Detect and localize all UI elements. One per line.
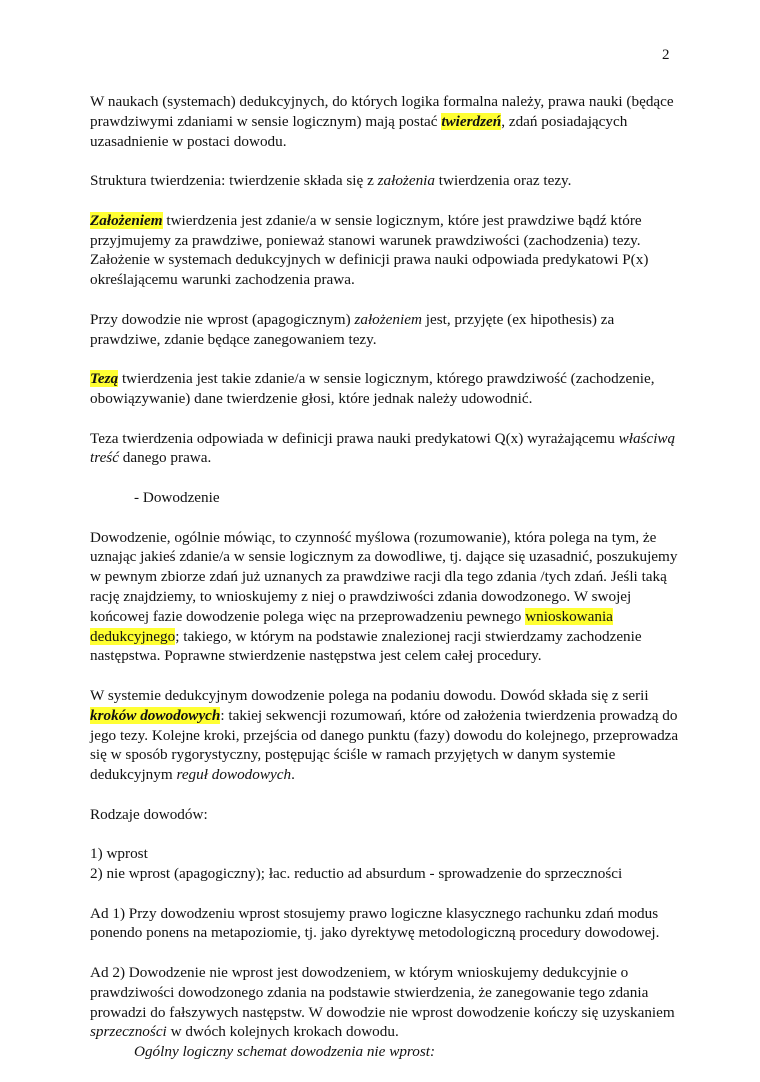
text: w dwóch kolejnych krokach dowodu. [166,1023,399,1041]
text: , zdań posiadających uzasadnienie w postaci dowodu. [90,112,628,150]
page-number: 2 [662,47,670,63]
paragraph-deductive-sciences [90,92,680,151]
text: twierdzenia oraz tezy. [435,172,572,190]
paragraph-thesis-predicate [90,429,680,469]
text: W systemie dedukcyjnym dowodzenie polega na podaniu dowodu. Dowód składa się z serii [90,686,649,704]
text: : takiej sekwencji rozumowań, które od założenia twierdzenia prowadzą do jego tezy. Kolejne kroki, przejścia od danego punktu (fazy) dowodu do kolejnego, przeprowadza się w sposób rygorystyczny, postępując ściśle w ramach przyjętych w danym systemie dedukcyjnym [90,706,679,784]
document-body [90,92,680,1082]
highlight-wnioskowania: wnioskowania dedukcyjnego [90,607,613,645]
text: . [291,766,295,784]
list-item: 2) nie wprost (apagogiczny); łac. reductio ad absurdum - sprowadzenie do sprzeczności [90,865,623,883]
highlight-twierdzen: twierdzeń [441,112,502,130]
paragraph-ad1: Ad 1) Przy dowodzeniu wprost stosujemy prawo logiczne klasycznego rachunku zdań modus ponendo ponens na metapoziomie, tj. jako dyrektywę metodologiczną procedury dowodowej. [90,904,660,942]
list-item: 1) wprost [90,845,148,863]
italic-term: reguł dowodowych [176,766,292,784]
paragraph-deductive-system [90,686,680,785]
paragraph-proving [90,528,680,667]
italic-term: założeniem [354,310,422,328]
italic-term: właściwą treść [90,429,676,467]
text: Ad 2) Dowodzenie nie wprost jest dowodzeniem, w którym wnioskujemy dedukcyjnie o prawdziwości dowodzonego zdania na podstawie stwierdzenia, że zanegowanie tego zdania prowadzi do fałszywych następstw. W dowodzie nie wprost dowodzenie kończy się uzyskaniem [90,964,675,1021]
paragraph-ad2 [90,963,680,1042]
text: Struktura twierdzenia: twierdzenie składa się z [90,172,378,190]
paragraph-proof-types: Rodzaje dowodów: [90,805,208,823]
paragraph-indirect-assumption [90,310,680,350]
highlight-zalozeniem: Założeniem [90,211,163,229]
text: Dowodzenie, ogólnie mówiąc, to czynność myślowa (rozumowanie), która polega na tym, że uznając jakieś zdanie/a w sensie logicznym za dowodliwe, tj. dające się uzasadnić, poszukujemy w pewnym zbiorze zdań już uznanych za prawdziwe racji dla tego zdania /tych zdań. Jeśli taką rację znajdziemy, to wnioskujemy z niej o prawdziwości zdania dowodzonego. W swojej końcowej fazie dowodzenie polega więc na przeprowadzeniu pewnego [90,528,678,625]
text: twierdzenia jest takie zdanie/a w sensie logicznym, którego prawdziwość (zachodzenie, obowiązywanie) dane twierdzenie głosi, które jednak należy udowodnić. [90,370,655,407]
text: twierdzenia jest zdanie/a w sensie logicznym, które jest prawdziwe bądź które przyjmujemy za prawdziwe, ponieważ stanowi warunek prawdziwości (zachodzenia) tezy. Założenie w systemach dedukcyjnych w definicji prawa nauki odpowiada predykatowi P(x) określającemu warunki zachodzenia prawa. [90,211,649,289]
text: ; takiego, w którym na podstawie znalezionej racji stwierdzamy zachodzenie następstwa. Poprawne stwierdzenie następstwa jest celem całej procedury. [90,627,642,665]
paragraph-assumption [90,211,680,290]
paragraph-thesis [90,369,680,409]
text: jest, przyjęte (ex hipothesis) za prawdziwe, zdanie będące zanegowaniem tezy. [90,310,615,348]
italic-term: sprzeczności [90,1023,167,1041]
paragraph-theorem-structure [90,171,680,191]
schema-heading [90,1042,680,1062]
highlight-teza: Tezą [90,370,119,388]
text: Teza twierdzenia odpowiada w definicji prawa nauki predykatowi Q(x) wyrażającemu [90,429,619,447]
schema-heading-text: Ogólny logiczny schemat dowodzenia nie wprost: [134,1043,436,1061]
text: Przy dowodzie nie wprost (apagogicznym) [90,310,355,328]
text: W naukach (systemach) dedukcyjnych, do których logika formalna należy, prawa nauki (będące prawdziwymi zdaniami w sensie logicznym) mają postać [90,93,674,130]
section-heading-dowodzenie: - Dowodzenie [134,488,220,506]
highlight-krokow: kroków dowodowych [90,706,221,724]
italic-term: założenia [377,172,435,190]
text: danego prawa. [118,449,212,467]
